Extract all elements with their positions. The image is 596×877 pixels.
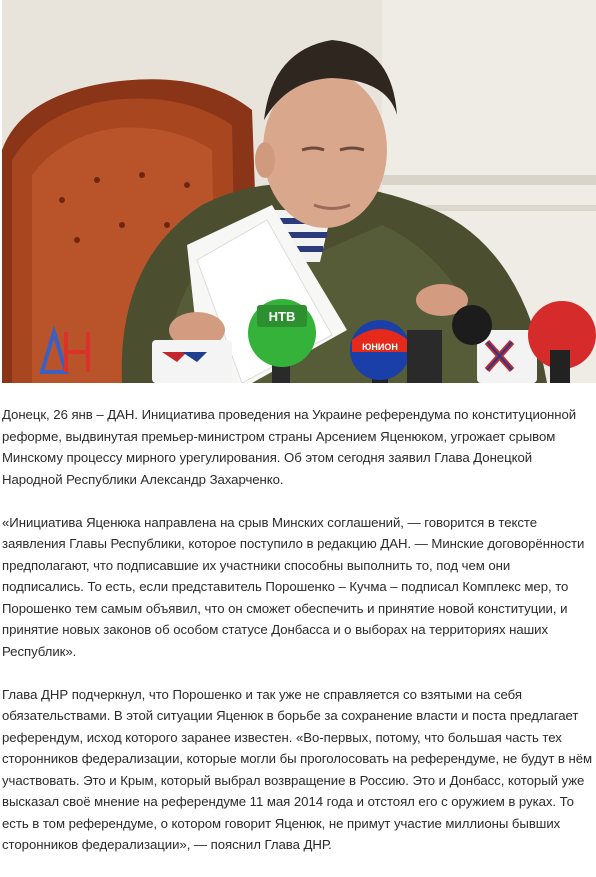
union-mic-label: ЮНИОН bbox=[362, 342, 398, 352]
ntv-mic-label: НТВ bbox=[268, 309, 296, 324]
article-paragraph-3: Глава ДНР подчеркнул, что Порошенко и так уже не справляется со взятыми на себя обязательствами. В этой ситуации Яценюк в борьбе за сохранение власти и поста предлагает референдум, исход которого заранее известен. «Во-первых, потому, что большая часть тех сторонников федерализации, которые могли бы проголосовать на референдуме, не будут в нём участвовать. Это и Крым, который выбрал возвращение в Россию. Это и Донбасс, который уже высказал своё мнение на референдуме 11 мая 2014 года и отстоял его с оружием в руках. То есть в том референдуме, о котором говорит Яценюк, не примут участие миллионы бывших сторонников федерализации», — пояснил Глава ДНР. bbox=[2, 686, 593, 852]
article-paragraph-1: Донецк, 26 янв – ДАН. Инициатива проведения на Украине референдума по конституционной реформе, выдвинутая премьер-министром страны Арсением Яценюком, угрожает срывом Минскому процессу мирного урегулирования. Об этом сегодня заявил Глава Донецкой Народной Республики Александр Захарченко. bbox=[2, 407, 577, 487]
article-body bbox=[2, 404, 594, 877]
article-paragraph-2: «Инициатива Яценюка направлена на срыв Минских соглашений, — говорится в тексте заявления Главы Республики, которое поступило в редакцию ДАН. — Минские договорённости предполагают, что подписавшие их участники способны выполнить то, под чем они подписались. То есть, если представитель Порошенко – Кучма – подписал Комплекс мер, то Порошенко тем самым объявил, что он сможет обеспечить и принятие новой конституции, и принятие новых законов об особом статусе Донбасса и о выборах на территориях наших Республик». bbox=[2, 514, 585, 659]
article-photo bbox=[2, 0, 596, 383]
